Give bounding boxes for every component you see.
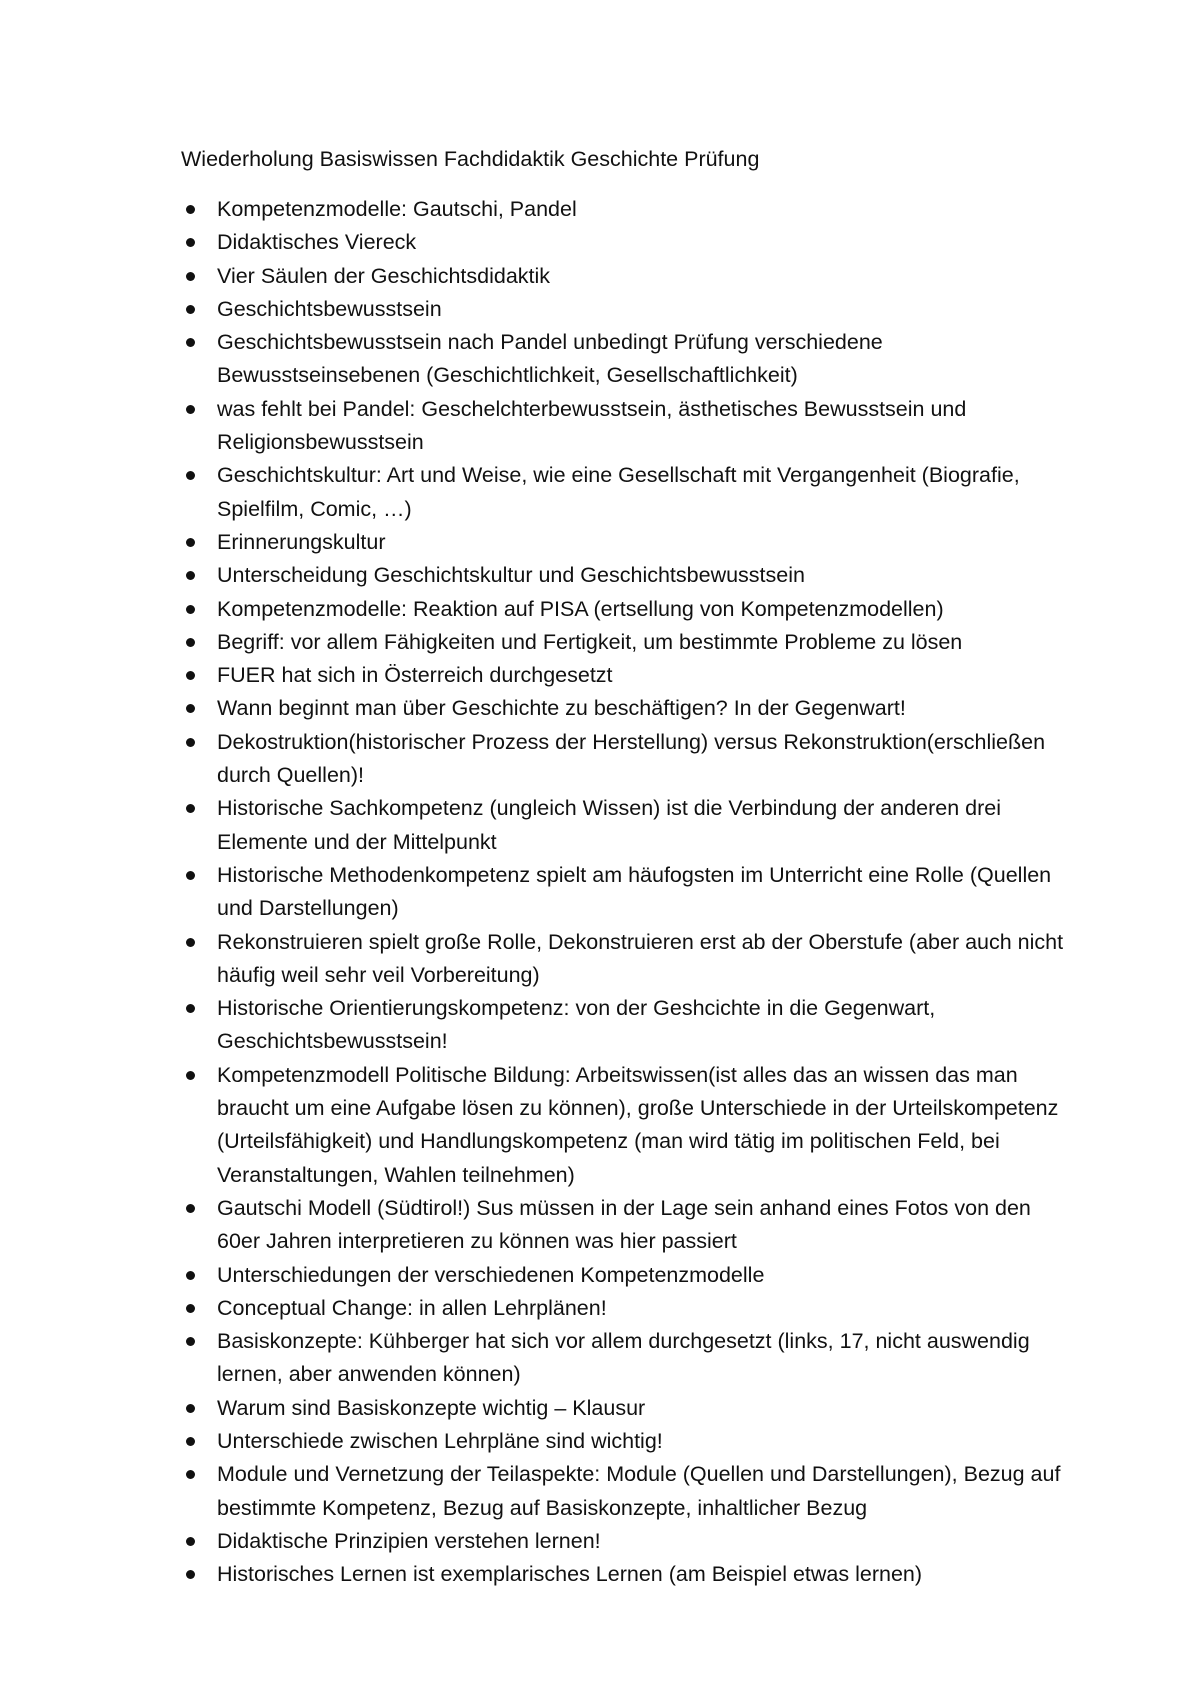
- list-item-text: Rekonstruieren spielt große Rolle, Dekonstruieren erst ab der Oberstufe (aber auch nicht häufig weil sehr veil Vorbereitung): [217, 929, 1064, 987]
- list-item-text: Kompetenzmodelle: Reaktion auf PISA (ertsellung von Kompetenzmodellen): [217, 596, 944, 621]
- list-item: [217, 626, 1077, 659]
- list-item: [217, 1259, 1077, 1292]
- list-item: [217, 326, 1077, 393]
- list-item: [217, 526, 1077, 559]
- list-item: [217, 260, 1077, 293]
- bullet-icon: [186, 1537, 195, 1546]
- list-item: [217, 926, 1077, 993]
- bullet-icon: [186, 804, 195, 813]
- list-item: [217, 293, 1077, 326]
- list-item: [217, 193, 1077, 226]
- document-title: Wiederholung Basiswissen Fachdidaktik Geschichte Prüfung: [181, 147, 760, 171]
- list-item: [217, 226, 1077, 259]
- list-item-text: Unterscheidung Geschichtskultur und Geschichtsbewusstsein: [217, 563, 805, 588]
- bullet-list: [217, 193, 1077, 1591]
- list-item-text: Historische Sachkompetenz (ungleich Wissen) ist die Verbindung der anderen drei Elemente und der Mittelpunkt: [217, 796, 1001, 854]
- list-item: [217, 1558, 1077, 1591]
- bullet-icon: [186, 1304, 195, 1313]
- list-item: [217, 659, 1077, 692]
- list-item: [217, 1425, 1077, 1458]
- list-item: [217, 1392, 1077, 1425]
- list-item-text: Historische Methodenkompetenz spielt am häufogsten im Unterricht eine Rolle (Quellen und Darstellungen): [217, 862, 1052, 921]
- bullet-icon: [186, 272, 195, 281]
- list-item: [217, 1458, 1077, 1525]
- list-item-text: Basiskonzepte: Kühberger hat sich vor allem durchgesetzt (links, 17, nicht auswendig lernen, aber anwenden können): [217, 1329, 1030, 1387]
- list-item-text: Didaktische Prinzipien verstehen lernen!: [217, 1528, 601, 1553]
- bullet-icon: [186, 938, 195, 947]
- bullet-icon: [186, 671, 195, 680]
- list-item: [217, 393, 1077, 460]
- list-item-text: Vier Säulen der Geschichtsdidaktik: [217, 263, 551, 288]
- list-item-text: Dekostruktion(historischer Prozess der Herstellung) versus Rekonstruktion(erschließen durch Quellen)!: [217, 729, 1046, 788]
- list-item: [217, 792, 1077, 859]
- list-item: [217, 559, 1077, 592]
- list-item-text: Geschichtsbewusstsein: [217, 296, 442, 321]
- list-item: [217, 859, 1077, 926]
- bullet-icon: [186, 1437, 195, 1446]
- bullet-icon: [186, 338, 195, 347]
- list-item: [217, 1525, 1077, 1558]
- list-item: [217, 459, 1077, 526]
- list-item-text: Begriff: vor allem Fähigkeiten und Fertigkeit, um bestimmte Probleme zu lösen: [217, 629, 963, 654]
- bullet-icon: [186, 1570, 195, 1579]
- bullet-icon: [186, 1337, 195, 1346]
- bullet-icon: [186, 205, 195, 214]
- bullet-icon: [186, 871, 195, 880]
- list-item: [217, 1325, 1077, 1392]
- list-item-text: Didaktisches Viereck: [217, 230, 417, 255]
- list-item: [217, 992, 1077, 1059]
- list-item-text: Historische Orientierungskompetenz: von der Geshcichte in die Gegenwart, Geschichtsbewusstsein!: [217, 996, 936, 1054]
- bullet-icon: [186, 1204, 195, 1213]
- list-item: [217, 726, 1077, 793]
- list-item-text: Historisches Lernen ist exemplarisches Lernen (am Beispiel etwas lernen): [217, 1562, 923, 1587]
- list-item: [217, 593, 1077, 626]
- list-item-text: Erinnerungskultur: [217, 529, 386, 554]
- list-item-text: Geschichtsbewusstsein nach Pandel unbedingt Prüfung verschiedene Bewusstseinsebenen (Geschichtlichkeit, Gesellschaftlichkeit): [217, 330, 883, 388]
- list-item-text: was fehlt bei Pandel: Geschelchterbewusstsein, ästhetisches Bewusstsein und Religionsbewusstsein: [217, 396, 967, 455]
- list-item-text: Warum sind Basiskonzepte wichtig – Klausur: [217, 1395, 646, 1420]
- bullet-icon: [186, 704, 195, 713]
- list-item-text: Unterschiedungen der verschiedenen Kompetenzmodelle: [217, 1262, 765, 1287]
- list-item-text: Gautschi Modell (Südtirol!) Sus müssen in der Lage sein anhand eines Fotos von den 60er Jahren interpretieren zu können was hier passiert: [217, 1195, 1031, 1254]
- bullet-icon: [186, 538, 195, 547]
- bullet-icon: [186, 605, 195, 614]
- bullet-icon: [186, 1404, 195, 1413]
- bullet-icon: [186, 1071, 195, 1080]
- list-item: [217, 1059, 1077, 1192]
- bullet-icon: [186, 571, 195, 580]
- list-item-text: Conceptual Change: in allen Lehrplänen!: [217, 1295, 607, 1320]
- bullet-icon: [186, 738, 195, 747]
- bullet-icon: [186, 638, 195, 647]
- bullet-icon: [186, 1004, 195, 1013]
- list-item: [217, 1292, 1077, 1325]
- list-item-text: Geschichtskultur: Art und Weise, wie eine Gesellschaft mit Vergangenheit (Biografie, Spielfilm, Comic, …): [217, 463, 1020, 521]
- bullet-icon: [186, 238, 195, 247]
- list-item-text: Kompetenzmodell Politische Bildung: Arbeitswissen(ist alles das an wissen das man braucht um eine Aufgabe lösen zu können), große Unterschiede in der Urteilskompetenz (Urteilsfähigkeit) und Handlungskompetenz (man wird tätig im politischen Feld, bei Veranstaltungen, Wahlen teilnehmen): [217, 1062, 1059, 1187]
- list-item-text: Kompetenzmodelle: Gautschi, Pandel: [217, 197, 577, 221]
- list-item: [217, 1192, 1077, 1259]
- list-item-text: FUER hat sich in Österreich durchgesetzt: [217, 663, 613, 688]
- bullet-icon: [186, 405, 195, 414]
- list-item-text: Wann beginnt man über Geschichte zu beschäftigen? In der Gegenwart!: [217, 696, 906, 721]
- list-item-text: Module und Vernetzung der Teilaspekte: Module (Quellen und Darstellungen), Bezug auf bestimmte Kompetenz, Bezug auf Basiskonzepte, inhaltlicher Bezug: [217, 1462, 1061, 1520]
- bullet-icon: [186, 471, 195, 480]
- bullet-icon: [186, 1271, 195, 1280]
- bullet-icon: [186, 305, 195, 314]
- list-item-text: Unterschiede zwischen Lehrpläne sind wichtig!: [217, 1428, 663, 1453]
- bullet-icon: [186, 1470, 195, 1479]
- list-item: [217, 692, 1077, 725]
